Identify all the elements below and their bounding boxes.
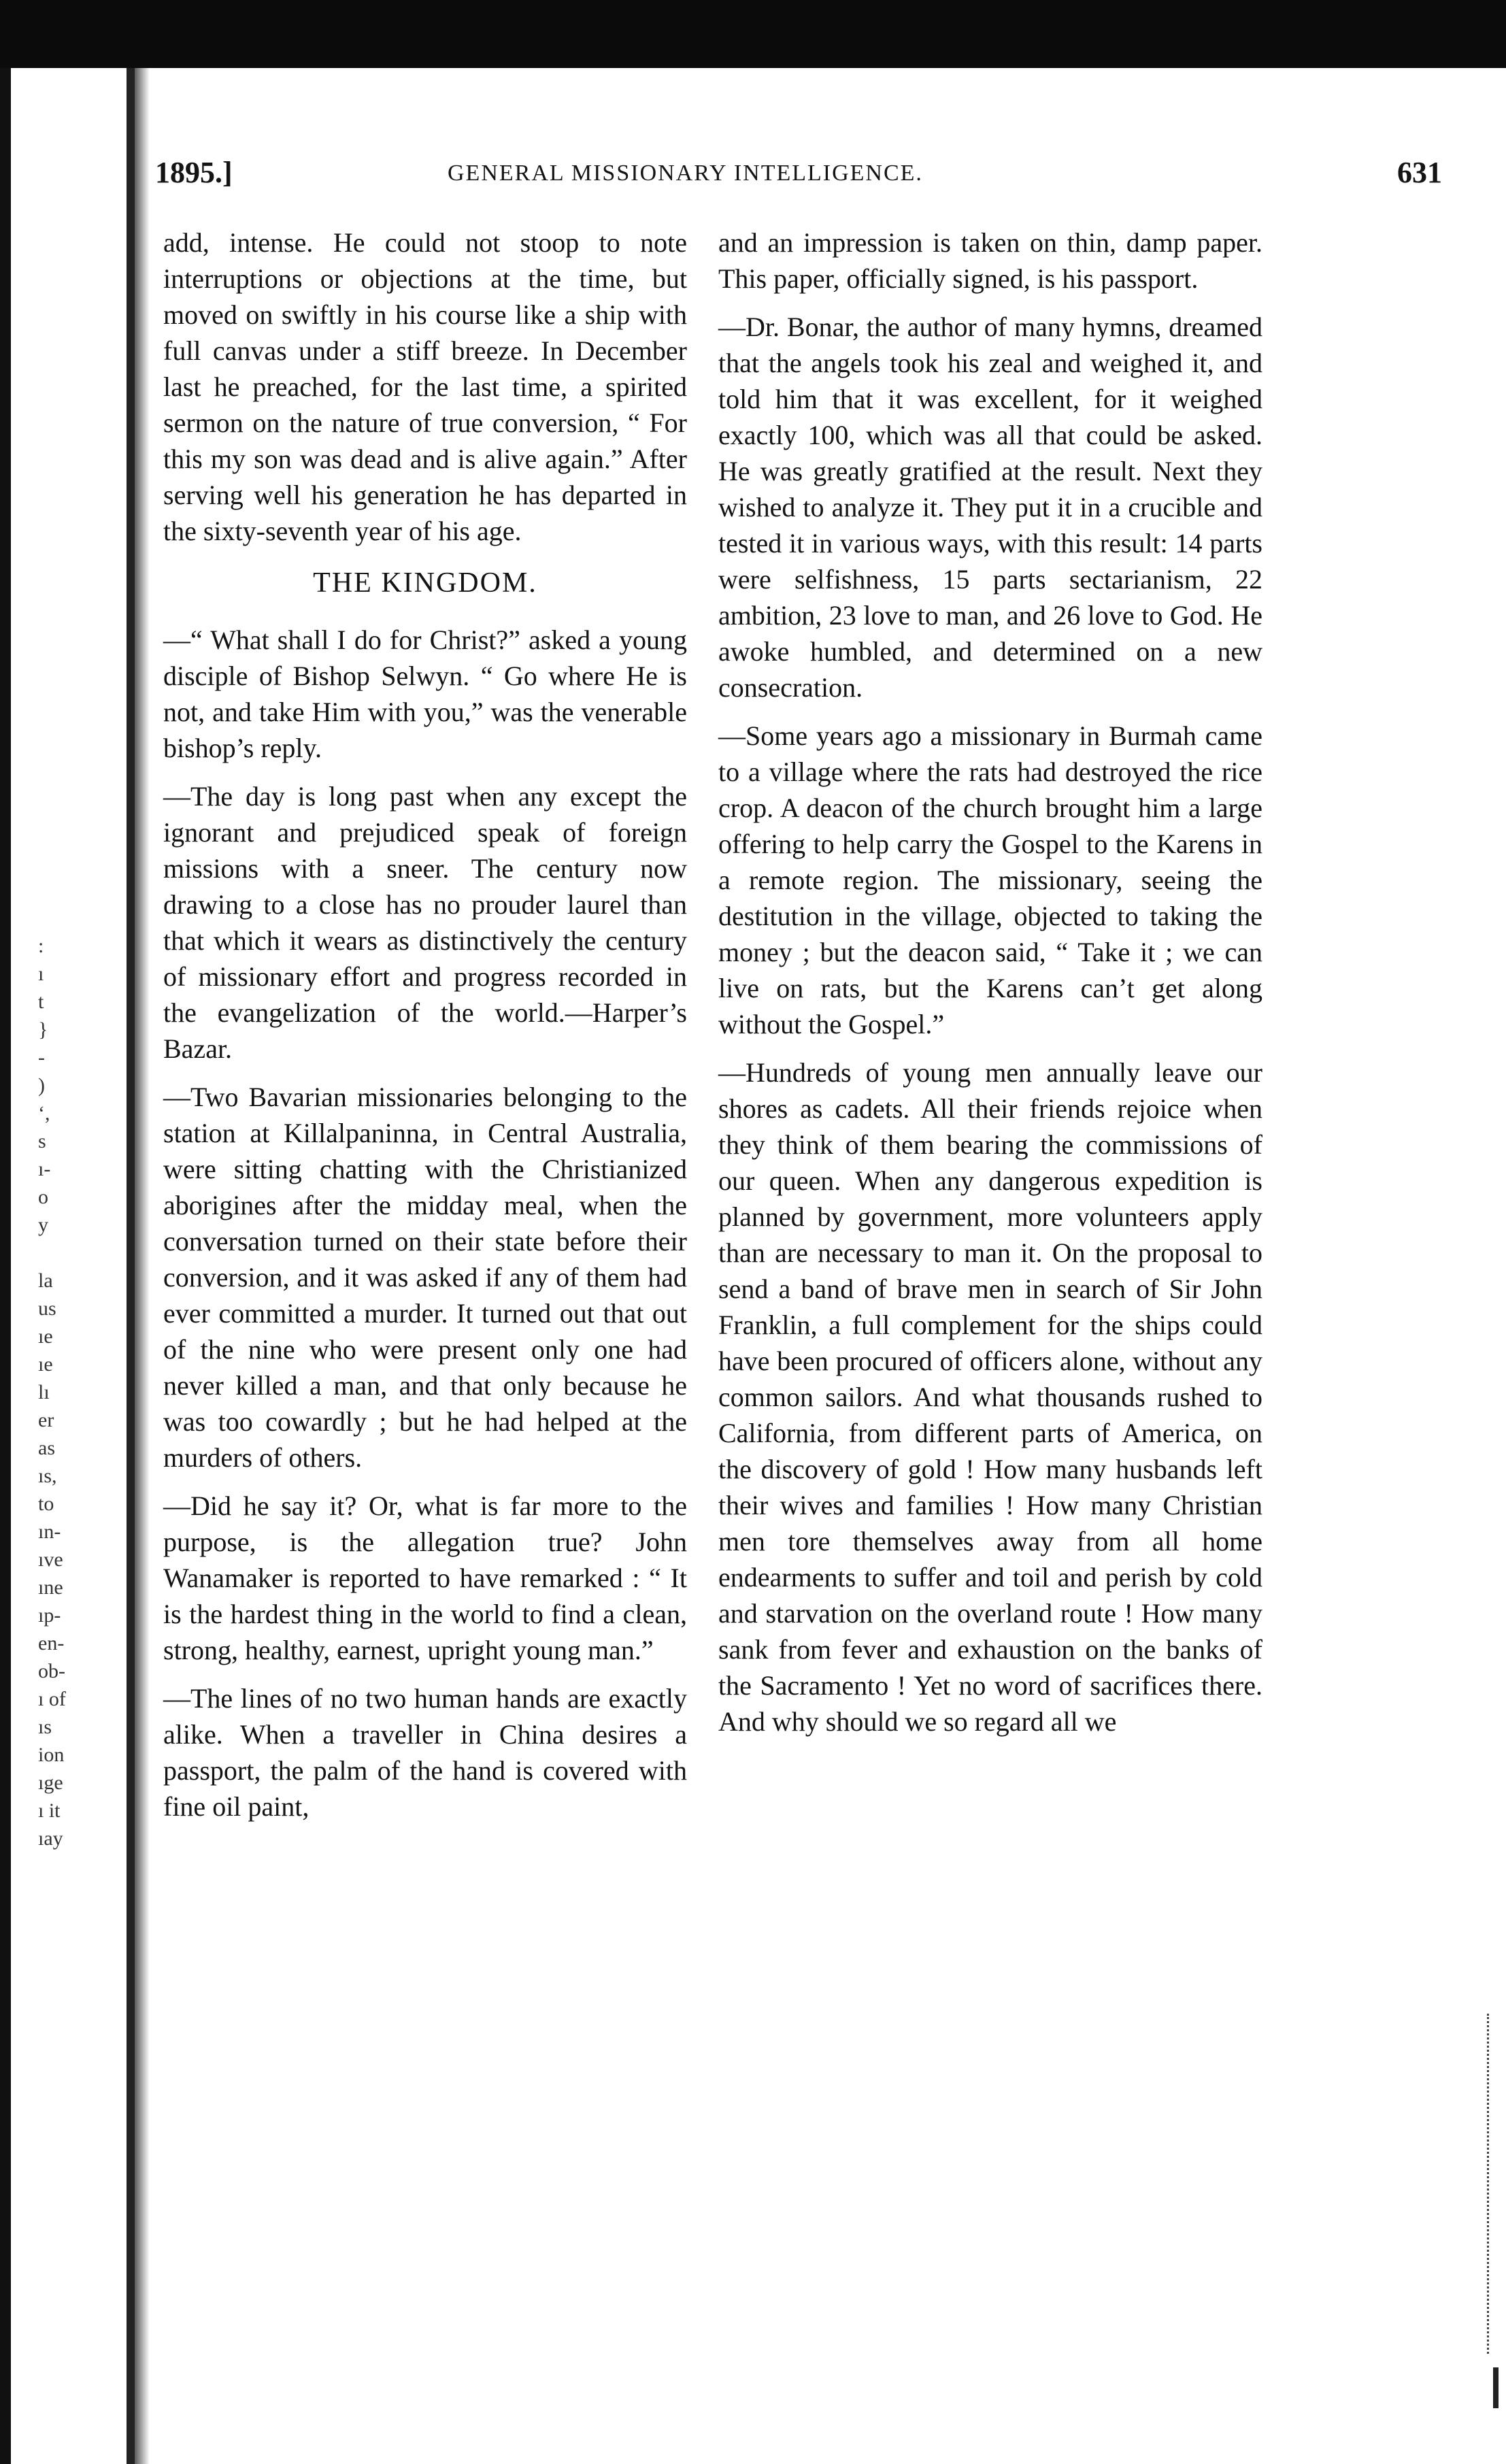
paragraph: —“ What shall I do for Christ?” asked a young disciple of Bishop Selwyn. “ Go where He is not, and take Him with you,” was the venerable bishop’s reply. [163,625,687,763]
margin-fragment: ıve [38,1548,63,1571]
binding-gutter [127,68,135,2464]
margin-fragment: ı- [38,1158,51,1180]
margin-fragment: la [38,1269,53,1292]
scan-edge-dots [1487,2014,1497,2354]
margin-fragment: ıne [38,1576,63,1599]
paragraph: —Two Bavarian missionaries belonging to the station at Killalpaninna, in Central Australia, were sitting chatting with the Christianized aborigines after the midday meal, when the conversation turned on their state before their conversion, and it was asked if any of them had ever committed a murder. It turned out that out of the nine who were present only one had never killed a man, and that only because he was too cowardly ; but he had helped at the murders of others. [163,1082,687,1473]
running-head-year: 1895.] [155,156,233,189]
margin-fragment: - [38,1046,45,1069]
margin-fragment: ı it [38,1799,61,1822]
paragraph: —The lines of no two human hands are exactly alike. When a traveller in China desires a passport, the palm of the hand is covered with fine oil paint, [163,1683,687,1822]
paragraph: add, intense. He could not stoop to note interruptions or objections at the time, but moved on swiftly in his course like a ship with full canvas under a stiff breeze. In December last he preached, for the last time, a spirited sermon on the nature of true conversion, “ For this my son was dead and is alive again.” After serving well his generation he has departed in the sixty-seventh year of his age. [163,227,687,546]
margin-fragment: to [38,1493,54,1515]
margin-fragment: lı [38,1381,50,1403]
margin-fragment: as [38,1437,55,1459]
running-head [155,155,1448,196]
page-number: 631 [1397,156,1442,189]
margin-fragment: y [38,1214,48,1236]
margin-fragment: t [38,990,44,1013]
paragraph: and an impression is taken on thin, damp paper. This paper, officially signed, is his passport. [718,227,1262,294]
scan-edge-mark [1493,2367,1499,2408]
left-column [163,224,687,1837]
paragraph: —The day is long past when any except the ignorant and prejudiced speak of foreign missions with a sneer. The century now drawing to a close has no prouder laurel than that which it wears as distinctively the century of missionary effort and progress recorded in the evangelization of the world.—Harper’s Bazar. [163,781,687,1064]
margin-fragment: ıs [38,1716,52,1738]
margin-fragment: ıe [38,1325,53,1348]
margin-fragment: ıs, [38,1465,57,1487]
paragraph: —Did he say it? Or, what is far more to the purpose, is the allegation true? John Wanamaker is reported to have remarked : “ It is the hardest thing in the world to find a clean, strong, healthy, earnest, upright young man.” [163,1491,687,1665]
section-heading: THE KINGDOM. [313,567,537,599]
margin-fragment: ın- [38,1520,61,1543]
margin-fragment: : [38,935,44,957]
scan-top-border [0,0,1506,68]
margin-fragment: ion [38,1744,65,1766]
margin-fragment: ıge [38,1771,63,1794]
margin-fragment: ‘, [38,1102,50,1125]
margin-fragment: } [38,1018,48,1041]
margin-fragment: ıe [38,1353,53,1376]
margin-fragment: ) [38,1074,45,1097]
margin-fragment: ıp- [38,1604,61,1627]
margin-fragment: en- [38,1632,65,1654]
margin-fragment: ıay [38,1827,63,1850]
scan-left-edge [0,68,11,2464]
paragraph: —Dr. Bonar, the author of many hymns, dreamed that the angels took his zeal and weighed it, and told him that it was excellent, for it weighed exactly 100, which was all that could be asked. He was greatly gratified at the result. Next they wished to analyze it. They put it in a crucible and tested it in various ways, with this result: 14 parts were selfishness, 15 parts sectarianism, 22 ambition, 23 love to man, and 26 love to God. He awoke humbled, and determined on a new consecration. [718,312,1262,703]
paragraph: —Some years ago a missionary in Burmah came to a village where the rats had destroyed the rice crop. A deacon of the church brought him a large offering to help carry the Gospel to the Karens in a remote region. The missionary, seeing the destitution in the village, objected to taking the money ; but the deacon said, “ Take it ; we can live on rats, but the Karens can’t get along without the Gospel.” [718,720,1262,1039]
paragraph: —Hundreds of young men annually leave our shores as cadets. All their friends rejoice when they think of them bearing the commissions of our queen. When any dangerous expedition is planned by government, more volunteers apply than are necessary to man it. On the proposal to send a band of brave men in search of Sir John Franklin, a full complement for the ships could have been procured of officers alone, without any common sailors. And what thousands rushed to California, from different parts of America, on the discovery of gold ! How many husbands left their wives and families ! How many Christian men tore themselves away from all home endearments to suffer and toil and perish by cold and starvation on the overland route ! How many sank from fever and exhaustion on the banks of the Sacramento ! Yet no word of sacrifices there. And why should we so regard all we [718,1057,1262,1737]
facing-page-fragments [38,932,113,1852]
margin-fragment: ob- [38,1660,65,1682]
margin-fragment: us [38,1297,56,1320]
margin-fragment [38,1239,113,1267]
margin-fragment: o [38,1186,48,1208]
gutter-shadow [135,68,150,2464]
margin-fragment: er [38,1409,54,1431]
margin-fragment: ı [38,963,44,985]
running-head-title: GENERAL MISSIONARY INTELLIGENCE. [448,161,923,186]
right-column [718,224,1262,1752]
margin-fragment: ı of [38,1688,66,1710]
margin-fragment: s [38,1130,46,1152]
